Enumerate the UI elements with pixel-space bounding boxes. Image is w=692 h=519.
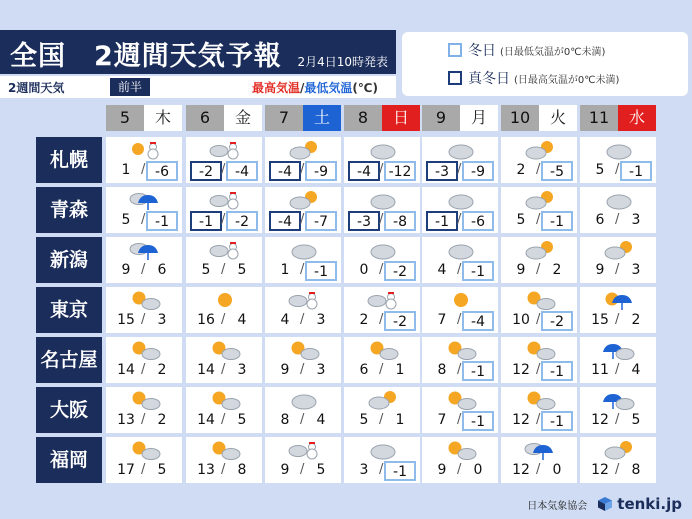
forecast-cell [265, 287, 341, 333]
city-label: 新潟 [36, 237, 102, 283]
forecast-cell [265, 137, 341, 183]
min-temp: -9 [462, 161, 494, 181]
legend-box [402, 32, 688, 96]
min-temp: 0 [473, 462, 483, 478]
min-temp: -1 [384, 461, 416, 481]
forecast-cell [422, 437, 498, 483]
city-label: 福岡 [36, 437, 102, 483]
forecast-cell [580, 287, 656, 333]
sun-cloud-icon [523, 339, 557, 361]
forecast-cell [422, 337, 498, 383]
day-weekday: 火 [539, 105, 577, 131]
max-temp: 16 [197, 312, 215, 328]
forecast-cell [106, 187, 182, 233]
day-number: 6 [186, 105, 224, 131]
temp-separator: / [457, 312, 462, 327]
forecast-cell [344, 437, 420, 483]
temp-separator: / [615, 162, 620, 177]
forecast-cell [265, 437, 341, 483]
forecast-cell [186, 437, 262, 483]
temp-separator: / [221, 362, 226, 377]
forecast-cell [501, 337, 577, 383]
forecast-cell [422, 387, 498, 433]
cloud-sun-icon [287, 189, 321, 211]
subtitle-row [0, 76, 396, 98]
brand-name: tenki.jp [617, 495, 682, 513]
midwinter-swatch [448, 71, 462, 85]
temp-separator: / [141, 312, 146, 327]
forecast-cell [344, 137, 420, 183]
temp-separator: / [379, 462, 384, 477]
temp-legend [252, 79, 378, 96]
forecast-cell [106, 237, 182, 283]
temp-separator: / [141, 212, 146, 227]
sun-cloud-icon [208, 439, 242, 461]
temp-separator: / [457, 212, 462, 227]
max-temp: 2 [359, 312, 369, 328]
cloud-sun-icon [523, 239, 557, 261]
temp-separator: / [300, 262, 305, 277]
page-title: 全国 2週間天気予報 [10, 41, 282, 72]
cloud-snow-icon [208, 239, 242, 261]
day-header-8 [344, 105, 420, 131]
max-temp: 13 [117, 412, 135, 428]
rain-cloud-icon [602, 339, 636, 361]
temp-separator: / [615, 312, 620, 327]
min-temp: 2 [552, 262, 562, 278]
max-temp: 14 [197, 412, 215, 428]
cloud-sun-icon [366, 389, 400, 411]
min-temp: -1 [305, 261, 337, 281]
temp-separator: / [221, 462, 226, 477]
temp-separator: / [379, 162, 384, 177]
day-weekday: 水 [618, 105, 656, 131]
day-number: 8 [344, 105, 382, 131]
max-temp: -2 [190, 161, 222, 181]
forecast-cell [186, 337, 262, 383]
day-number: 5 [106, 105, 144, 131]
day-number: 9 [422, 105, 460, 131]
forecast-cell [106, 137, 182, 183]
temp-separator: / [379, 362, 384, 377]
min-temp: 2 [157, 412, 167, 428]
day-header-6 [186, 105, 262, 131]
day-weekday: 金 [224, 105, 262, 131]
forecast-cell [580, 387, 656, 433]
snow-sun-icon [128, 139, 162, 161]
forecast-cell [106, 437, 182, 483]
max-temp: 3 [359, 462, 369, 478]
sun-icon [208, 289, 242, 311]
max-temp: 12 [512, 362, 530, 378]
forecast-cell [186, 287, 262, 333]
min-temp: -2 [384, 311, 416, 331]
forecast-cell [501, 287, 577, 333]
min-temp: 3 [316, 362, 326, 378]
max-temp: 14 [197, 362, 215, 378]
min-temp: 3 [631, 262, 641, 278]
min-temp: -1 [146, 211, 178, 231]
day-number: 11 [580, 105, 618, 131]
max-temp: -3 [426, 161, 458, 181]
min-temp: -4 [226, 161, 258, 181]
min-temp: 3 [157, 312, 167, 328]
max-temp: 12 [591, 412, 609, 428]
temp-separator: / [536, 262, 541, 277]
sun-cloud-icon [523, 389, 557, 411]
temp-separator: / [536, 412, 541, 427]
midwinter-label: 真冬日 [468, 71, 510, 87]
temp-separator: / [141, 462, 146, 477]
temp-separator: / [221, 312, 226, 327]
forecast-cell [106, 387, 182, 433]
max-temp: 9 [595, 262, 605, 278]
temp-separator: / [141, 412, 146, 427]
forecast-cell [501, 137, 577, 183]
min-temp: 5 [316, 462, 326, 478]
forecast-cell [422, 187, 498, 233]
forecast-cell [106, 287, 182, 333]
temp-separator: / [221, 262, 226, 277]
hi-legend: 最高気温 [252, 81, 301, 95]
temp-separator: / [221, 412, 226, 427]
dice-logo-icon [597, 496, 613, 512]
min-temp: 8 [631, 462, 641, 478]
forecast-cell [501, 437, 577, 483]
min-temp: 5 [157, 462, 167, 478]
min-temp: -1 [462, 411, 494, 431]
sun-cloud-icon [208, 339, 242, 361]
forecast-cell [580, 437, 656, 483]
max-temp: -4 [269, 161, 301, 181]
sun-cloud-icon [444, 389, 478, 411]
min-temp: 8 [237, 462, 247, 478]
temp-separator: / [536, 312, 541, 327]
min-temp: -4 [462, 311, 494, 331]
temp-separator: / [615, 262, 620, 277]
forecast-cell [422, 237, 498, 283]
part-badge: 前半 [110, 78, 150, 96]
max-temp: 7 [437, 412, 447, 428]
forecast-cell [186, 137, 262, 183]
forecast-cell [186, 237, 262, 283]
max-temp: 15 [591, 312, 609, 328]
cloud-icon [366, 439, 400, 461]
cloud-rain-icon [128, 189, 162, 211]
city-label: 青森 [36, 187, 102, 233]
temp-separator: / [300, 412, 305, 427]
max-temp: 6 [359, 362, 369, 378]
forecast-cell [580, 337, 656, 383]
max-temp: -1 [190, 211, 222, 231]
max-temp: 9 [121, 262, 131, 278]
day-header-9 [422, 105, 498, 131]
max-temp: -4 [348, 161, 380, 181]
temp-separator: / [141, 262, 146, 277]
forecast-cell [344, 187, 420, 233]
city-label: 名古屋 [36, 337, 102, 383]
cloud-icon [287, 239, 321, 261]
temp-separator: / [615, 212, 620, 227]
forecast-cell [344, 287, 420, 333]
cloud-sun-icon [287, 139, 321, 161]
min-temp: 2 [631, 312, 641, 328]
forecast-cell [580, 187, 656, 233]
forecast-cell [186, 187, 262, 233]
temp-separator: / [379, 262, 384, 277]
max-temp: 15 [117, 312, 135, 328]
min-temp: 5 [237, 412, 247, 428]
cloud-snow-icon [208, 189, 242, 211]
cloud-icon [444, 139, 478, 161]
temp-separator: / [221, 212, 226, 227]
cloud-icon [287, 389, 321, 411]
min-temp: -1 [541, 411, 573, 431]
min-temp: 1 [395, 362, 405, 378]
footer [527, 495, 682, 513]
min-temp: 5 [631, 412, 641, 428]
min-temp: 0 [552, 462, 562, 478]
max-temp: 10 [512, 312, 530, 328]
min-temp: -2 [384, 261, 416, 281]
lo-legend: 最低気温 [304, 81, 353, 95]
cloud-snow-icon [366, 289, 400, 311]
min-temp: -7 [305, 211, 337, 231]
day-weekday: 土 [303, 105, 341, 131]
max-temp: 12 [512, 462, 530, 478]
sun-icon [444, 289, 478, 311]
max-temp: 1 [121, 162, 131, 178]
cloud-icon [366, 239, 400, 261]
sun-cloud-icon [128, 289, 162, 311]
max-temp: 11 [591, 362, 609, 378]
tenki-logo [597, 495, 682, 513]
org-name: 日本気象協会 [527, 500, 588, 512]
sun-cloud-icon [128, 339, 162, 361]
temp-separator: / [615, 362, 620, 377]
max-temp: 14 [117, 362, 135, 378]
cloud-sun-icon [602, 239, 636, 261]
max-temp: 9 [280, 462, 290, 478]
min-temp: 3 [237, 362, 247, 378]
temp-separator: / [379, 312, 384, 327]
max-temp: -1 [426, 211, 458, 231]
max-temp: 9 [437, 462, 447, 478]
sun-cloud-icon [287, 339, 321, 361]
forecast-cell [344, 337, 420, 383]
max-temp: 12 [512, 412, 530, 428]
cloud-icon [444, 189, 478, 211]
min-temp: -1 [462, 261, 494, 281]
city-label: 東京 [36, 287, 102, 333]
temp-separator: / [300, 462, 305, 477]
max-temp: 9 [516, 262, 526, 278]
min-temp: -2 [541, 311, 573, 331]
max-temp: -3 [348, 211, 380, 231]
min-temp: -1 [620, 161, 652, 181]
max-temp: 5 [595, 162, 605, 178]
min-temp: 1 [395, 412, 405, 428]
max-temp: 8 [437, 362, 447, 378]
max-temp: 17 [117, 462, 135, 478]
temp-separator: / [221, 162, 226, 177]
legend-midwinter [448, 68, 619, 88]
max-temp: 5 [121, 212, 131, 228]
min-temp: -1 [462, 361, 494, 381]
day-header-11 [580, 105, 656, 131]
min-temp: 4 [237, 312, 247, 328]
min-temp: 2 [157, 362, 167, 378]
header [0, 0, 692, 105]
max-temp: 1 [280, 262, 290, 278]
min-temp: 3 [631, 212, 641, 228]
winter-note: (日最低気温が0℃未満) [500, 46, 606, 58]
temp-separator: / [457, 462, 462, 477]
cloud-sun-icon [602, 439, 636, 461]
temp-separator: / [536, 212, 541, 227]
cloud-snow-icon [287, 289, 321, 311]
min-temp: -6 [146, 161, 178, 181]
forecast-cell [580, 237, 656, 283]
sun-cloud-icon [366, 339, 400, 361]
temp-separator: / [379, 412, 384, 427]
min-temp: -2 [226, 211, 258, 231]
day-header-5 [106, 105, 182, 131]
max-temp: 13 [197, 462, 215, 478]
max-temp: 0 [359, 262, 369, 278]
forecast-cell [344, 237, 420, 283]
cloud-sun-icon [523, 139, 557, 161]
sun-rain-icon [602, 289, 636, 311]
forecast-cell [422, 287, 498, 333]
max-temp: 5 [516, 212, 526, 228]
forecast-cell [580, 137, 656, 183]
forecast-cell [106, 337, 182, 383]
forecast-cell [501, 387, 577, 433]
temp-separator: / [615, 462, 620, 477]
min-temp: 5 [237, 262, 247, 278]
midwinter-note: (日最高気温が0℃未満) [514, 74, 620, 86]
max-temp: 5 [201, 262, 211, 278]
cloud-icon [444, 239, 478, 261]
min-temp: -8 [384, 211, 416, 231]
temp-separator: / [457, 162, 462, 177]
min-temp: -12 [384, 161, 416, 181]
min-temp: -1 [541, 361, 573, 381]
sun-cloud-icon [128, 389, 162, 411]
sun-cloud-icon [444, 439, 478, 461]
winter-label: 冬日 [468, 43, 496, 59]
forecast-cell [501, 237, 577, 283]
temp-separator: / [536, 362, 541, 377]
min-temp: -6 [462, 211, 494, 231]
min-temp: 4 [631, 362, 641, 378]
unit-legend: (℃) [352, 81, 378, 95]
max-temp: 4 [280, 312, 290, 328]
temp-separator: / [141, 162, 146, 177]
cloud-snow-icon [287, 439, 321, 461]
forecast-cell [501, 187, 577, 233]
min-temp: -5 [541, 161, 573, 181]
cloud-icon [602, 139, 636, 161]
min-temp: 4 [316, 412, 326, 428]
min-temp: 6 [157, 262, 167, 278]
forecast-cell [422, 137, 498, 183]
day-weekday: 日 [382, 105, 420, 131]
temp-separator: / [457, 262, 462, 277]
min-temp: -1 [541, 211, 573, 231]
winter-swatch [448, 43, 462, 57]
max-temp: 6 [595, 212, 605, 228]
sun-cloud-icon [128, 439, 162, 461]
cloud-icon [366, 139, 400, 161]
day-number: 10 [501, 105, 539, 131]
title-banner [0, 30, 396, 74]
temp-separator: / [300, 162, 305, 177]
legend-winter [448, 40, 605, 60]
forecast-cell [344, 387, 420, 433]
temp-separator: / [300, 212, 305, 227]
sun-cloud-icon [523, 289, 557, 311]
cloud-rain-icon [523, 439, 557, 461]
day-number: 7 [265, 105, 303, 131]
cloud-sun-icon [523, 189, 557, 211]
min-temp: 3 [316, 312, 326, 328]
day-header-7 [265, 105, 341, 131]
temp-separator: / [300, 312, 305, 327]
cloud-rain-icon [128, 239, 162, 261]
cloud-icon [602, 189, 636, 211]
cloud-snow-icon [208, 139, 242, 161]
forecast-cell [265, 237, 341, 283]
max-temp: 9 [280, 362, 290, 378]
temp-separator: / [615, 412, 620, 427]
cloud-icon [366, 189, 400, 211]
issued-time: 2月4日10時発表 [297, 55, 388, 69]
forecast-cell [265, 337, 341, 383]
city-label: 大阪 [36, 387, 102, 433]
forecast-cell [186, 387, 262, 433]
forecast-cell [265, 387, 341, 433]
temp-separator: / [379, 212, 384, 227]
max-temp: 4 [437, 262, 447, 278]
temp-separator: / [141, 362, 146, 377]
day-weekday: 木 [144, 105, 182, 131]
rain-cloud-icon [602, 389, 636, 411]
legend-separator: / [300, 81, 305, 95]
sun-cloud-icon [208, 389, 242, 411]
temp-separator: / [457, 412, 462, 427]
day-header-10 [501, 105, 577, 131]
temp-separator: / [536, 162, 541, 177]
max-temp: 12 [591, 462, 609, 478]
max-temp: 8 [280, 412, 290, 428]
sun-cloud-icon [444, 339, 478, 361]
city-label: 札幌 [36, 137, 102, 183]
day-weekday: 月 [460, 105, 498, 131]
temp-separator: / [300, 362, 305, 377]
temp-separator: / [536, 462, 541, 477]
max-temp: 5 [359, 412, 369, 428]
subtitle: 2週間天気 [8, 81, 65, 95]
min-temp: -9 [305, 161, 337, 181]
max-temp: 2 [516, 162, 526, 178]
max-temp: -4 [269, 211, 301, 231]
max-temp: 7 [437, 312, 447, 328]
temp-separator: / [457, 362, 462, 377]
forecast-cell [265, 187, 341, 233]
